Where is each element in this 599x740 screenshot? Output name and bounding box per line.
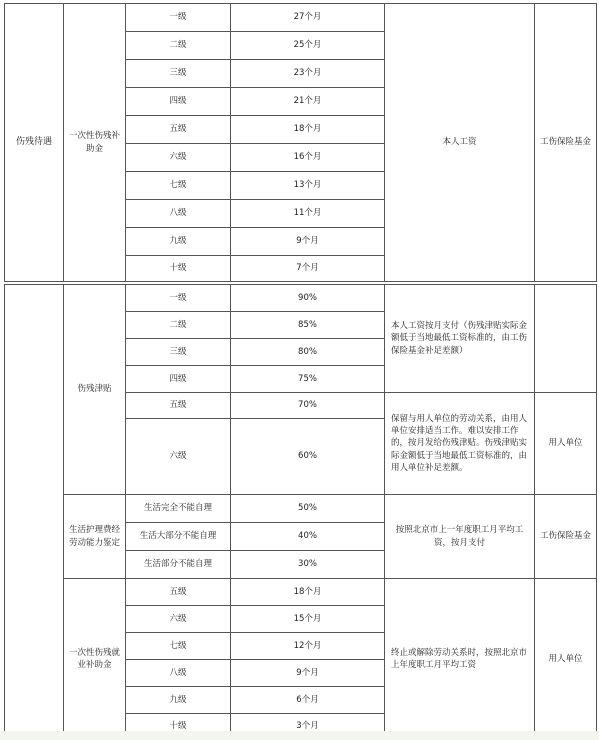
grade-cell: 二级 (126, 32, 231, 60)
grade-cell: 四级 (126, 88, 231, 116)
category-cell: 伤残待遇 (5, 4, 64, 282)
level-cell: 生活大部分不能自理 (126, 523, 231, 551)
amount-cell: 27个月 (231, 4, 385, 32)
grade-cell: 九级 (126, 687, 231, 714)
lump-sum-item-cell: 一次性伤残补助金 (64, 4, 126, 282)
payer-cell: 工伤保险基金 (535, 4, 597, 282)
employment-basis-cell: 终止或解除劳动关系时，按照北京市上年度职工月平均工资 (385, 579, 535, 740)
grade-cell: 三级 (126, 339, 231, 366)
allowance-table (4, 284, 597, 740)
grade-cell: 六级 (126, 606, 231, 633)
amount-cell: 18个月 (231, 116, 385, 144)
rate-cell: 50% (231, 495, 385, 523)
amount-cell: 25个月 (231, 32, 385, 60)
bottom-edge-strip (0, 731, 599, 740)
grade-cell: 三级 (126, 60, 231, 88)
amount-cell: 12个月 (231, 633, 385, 660)
amount-cell: 16个月 (231, 144, 385, 172)
level-cell: 生活完全不能自理 (126, 495, 231, 523)
level-cell: 生活部分不能自理 (126, 551, 231, 579)
nursing-basis-cell: 按照北京市上一年度职工月平均工资，按月支付 (385, 495, 535, 579)
amount-cell: 9个月 (231, 660, 385, 687)
employer-payer-cell: 用人单位 (535, 393, 597, 495)
grade-cell: 五级 (126, 393, 231, 419)
grade-cell: 五级 (126, 116, 231, 144)
rate-cell: 75% (231, 366, 385, 393)
rate-cell: 40% (231, 523, 385, 551)
grade-cell: 八级 (126, 660, 231, 687)
grade-cell: 七级 (126, 172, 231, 200)
amount-cell: 7个月 (231, 256, 385, 282)
grade-cell: 四级 (126, 366, 231, 393)
rate-cell: 70% (231, 393, 385, 419)
allowance-payer-blank-cell (535, 285, 597, 393)
rate-cell: 30% (231, 551, 385, 579)
grade-cell: 二级 (126, 312, 231, 339)
grade-cell: 一级 (126, 4, 231, 32)
amount-cell: 23个月 (231, 60, 385, 88)
grade-cell: 六级 (126, 144, 231, 172)
amount-cell: 9个月 (231, 228, 385, 256)
nursing-item-cell: 生活护理费经劳动能力鉴定 (64, 495, 126, 579)
grade-cell: 一级 (126, 285, 231, 312)
amount-cell: 18个月 (231, 579, 385, 606)
rate-cell: 80% (231, 339, 385, 366)
allowance-basis-cell: 本人工资按月支付（伤残津贴实际金额低于当地最低工资标准的，由工伤保险基金补足差额） (385, 285, 535, 393)
allowance-item-cell: 伤残津贴 (64, 285, 126, 495)
amount-cell: 11个月 (231, 200, 385, 228)
grade-cell: 十级 (126, 256, 231, 282)
amount-cell: 13个月 (231, 172, 385, 200)
amount-cell: 3个月 (231, 714, 385, 740)
rate-cell: 85% (231, 312, 385, 339)
grade-cell: 八级 (126, 200, 231, 228)
rate-cell: 60% (231, 419, 385, 495)
grade-cell: 七级 (126, 633, 231, 660)
amount-cell: 6个月 (231, 687, 385, 714)
employer-basis-cell: 保留与用人单位的劳动关系，由用人单位安排适当工作。难以安排工作的，按月发给伤残津贴。伤残津贴实际金额低于当地最低工资标准的，由用人单位补足差额。 (385, 393, 535, 495)
rate-cell: 90% (231, 285, 385, 312)
grade-cell: 五级 (126, 579, 231, 606)
amount-cell: 15个月 (231, 606, 385, 633)
grade-cell: 六级 (126, 419, 231, 495)
basis-cell: 本人工资 (385, 4, 535, 282)
lump-sum-table (4, 3, 597, 282)
grade-cell: 十级 (126, 714, 231, 740)
grade-cell: 九级 (126, 228, 231, 256)
category-blank-cell (5, 285, 64, 740)
employment-item-cell: 一次性伤残就业补助金 (64, 579, 126, 740)
nursing-payer-cell: 工伤保险基金 (535, 495, 597, 579)
employment-payer-cell: 用人单位 (535, 579, 597, 740)
amount-cell: 21个月 (231, 88, 385, 116)
